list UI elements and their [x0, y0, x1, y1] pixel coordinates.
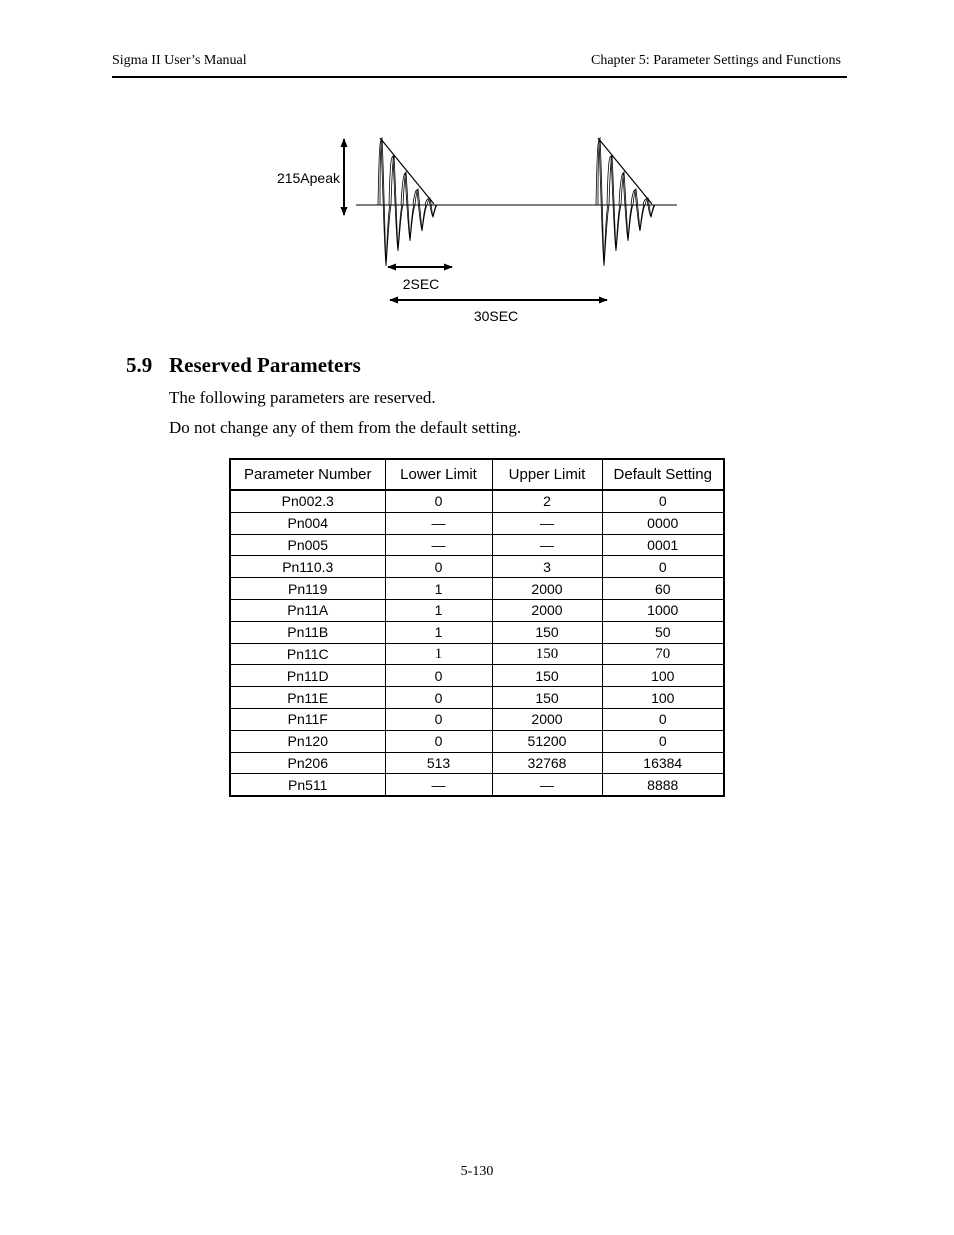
section-number: 5.9 [126, 353, 153, 377]
cell-lower-limit: 513 [385, 752, 492, 774]
column-header-upper-limit: Upper Limit [492, 459, 602, 490]
table-row [230, 534, 724, 556]
cell-lower-limit: — [385, 512, 492, 534]
cell-lower-limit: 1 [385, 578, 492, 600]
amplitude-label: 215Apeak [276, 170, 340, 186]
cell-default: 0 [602, 730, 724, 752]
cell-default: 0000 [602, 512, 724, 534]
cell-upper-limit: 150 [492, 621, 602, 643]
paragraph-reserved-note: The following parameters are reserved. [169, 388, 436, 407]
cell-default: 0001 [602, 534, 724, 556]
table-row [230, 556, 724, 578]
table-row [230, 512, 724, 534]
cell-parameter: Pn206 [230, 752, 385, 774]
cell-default: 0 [602, 708, 724, 730]
cell-upper-limit: 3 [492, 556, 602, 578]
cell-upper-limit: 150 [492, 643, 602, 665]
section-heading [126, 353, 361, 378]
table-row [230, 490, 724, 512]
cell-lower-limit: 0 [385, 665, 492, 687]
column-header-lower-limit: Lower Limit [385, 459, 492, 490]
cell-lower-limit: 1 [385, 599, 492, 621]
short-interval-label: 2SEC [402, 276, 440, 292]
cell-upper-limit: 2000 [492, 708, 602, 730]
cell-lower-limit: 0 [385, 490, 492, 512]
table-row [230, 621, 724, 643]
cell-lower-limit: 1 [385, 621, 492, 643]
cell-default: 100 [602, 687, 724, 709]
cell-lower-limit: 0 [385, 556, 492, 578]
table-row [230, 730, 724, 752]
table-row [230, 578, 724, 600]
cell-upper-limit: 150 [492, 665, 602, 687]
cell-parameter: Pn005 [230, 534, 385, 556]
cell-default: 8888 [602, 774, 724, 796]
cell-lower-limit: 1 [385, 643, 492, 665]
cell-parameter: Pn120 [230, 730, 385, 752]
cell-parameter: Pn11B [230, 621, 385, 643]
page-number: 5-130 [460, 1164, 494, 1179]
cell-lower-limit: — [385, 534, 492, 556]
cell-upper-limit: 150 [492, 687, 602, 709]
cell-default: 60 [602, 578, 724, 600]
column-header-parameter-number: Parameter Number [230, 459, 385, 490]
cell-parameter: Pn11C [230, 643, 385, 665]
reserved-parameters-table [229, 458, 725, 797]
cell-parameter: Pn004 [230, 512, 385, 534]
pulse-burst-1 [378, 138, 437, 266]
table-row [230, 643, 724, 665]
cell-default: 1000 [602, 599, 724, 621]
cell-upper-limit: — [492, 534, 602, 556]
cell-default: 70 [602, 643, 724, 665]
table-row [230, 665, 724, 687]
table-header-row [230, 459, 724, 490]
cell-default: 50 [602, 621, 724, 643]
cell-parameter: Pn002.3 [230, 490, 385, 512]
cell-upper-limit: 51200 [492, 730, 602, 752]
cell-parameter: Pn11A [230, 599, 385, 621]
cell-parameter: Pn110.3 [230, 556, 385, 578]
cell-parameter: Pn11D [230, 665, 385, 687]
current-pulse-diagram [0, 0, 954, 340]
table-row [230, 599, 724, 621]
paragraph-default-warning: Do not change any of them from the default setting. [169, 418, 522, 437]
long-interval-label: 30SEC [473, 308, 519, 324]
section-title: Reserved Parameters [169, 353, 361, 377]
cell-upper-limit: — [492, 774, 602, 796]
cell-lower-limit: 0 [385, 730, 492, 752]
cell-upper-limit: 2 [492, 490, 602, 512]
cell-upper-limit: 2000 [492, 578, 602, 600]
table-row [230, 752, 724, 774]
cell-parameter: Pn11F [230, 708, 385, 730]
cell-default: 0 [602, 556, 724, 578]
cell-lower-limit: 0 [385, 687, 492, 709]
cell-parameter: Pn11E [230, 687, 385, 709]
header-manual-title: Sigma II User’s Manual [112, 53, 247, 68]
table-row [230, 687, 724, 709]
table-row [230, 708, 724, 730]
cell-upper-limit: 2000 [492, 599, 602, 621]
cell-default: 100 [602, 665, 724, 687]
cell-default: 16384 [602, 752, 724, 774]
cell-upper-limit: 32768 [492, 752, 602, 774]
header-chapter-title: Chapter 5: Parameter Settings and Functions [590, 53, 841, 68]
cell-upper-limit: — [492, 512, 602, 534]
cell-parameter: Pn511 [230, 774, 385, 796]
table-row [230, 774, 724, 796]
pulse-burst-2 [596, 138, 655, 266]
cell-parameter: Pn119 [230, 578, 385, 600]
column-header-default-setting: Default Setting [602, 459, 724, 490]
cell-lower-limit: 0 [385, 708, 492, 730]
cell-lower-limit: — [385, 774, 492, 796]
cell-default: 0 [602, 490, 724, 512]
